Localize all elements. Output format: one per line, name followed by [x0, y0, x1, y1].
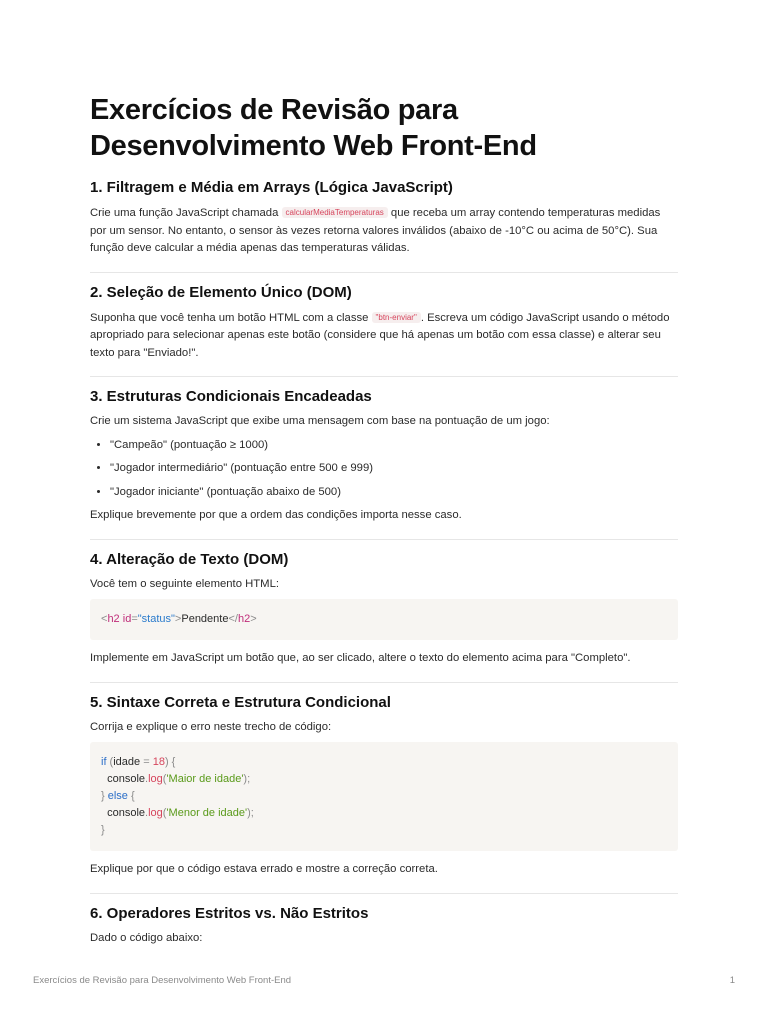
exercise-5-outro: Explique por que o código estava errado e mostre a correção correta.	[90, 863, 438, 875]
exercise-1-text-after: que receba um array contendo temperaturas medidas por um sensor. No entanto, o sensor às vezes retorna valores inválidos (abaixo de -10°C ou acima de 50°C). Sua função deve calcular a média apenas das temperaturas válidas.	[90, 207, 661, 254]
document-title: Exercícios de Revisão para Desenvolvimento Web Front-End	[90, 94, 537, 162]
exercise-2	[90, 283, 678, 378]
code-token: <	[101, 613, 108, 625]
footer-title: Exercícios de Revisão para Desenvolvimento Web Front-End	[33, 975, 292, 986]
code-token: =	[131, 613, 138, 625]
code-token: }	[101, 824, 105, 836]
score-list	[90, 437, 678, 502]
code-token: h2	[107, 613, 120, 625]
exercise-3-outro: Explique brevemente por que a ordem das condições importa nesse caso.	[90, 509, 462, 521]
document-page	[90, 92, 678, 971]
list-item: • "Campeão" (pontuação ≥ 1000)	[110, 437, 678, 455]
exercise-2-text-before: Suponha que você tenha um botão HTML com a classe	[90, 311, 372, 324]
code-token: .	[145, 807, 149, 819]
code-token: log	[148, 807, 163, 819]
exercise-6	[90, 904, 678, 962]
exercise-1	[90, 178, 678, 273]
code-token: log	[148, 773, 163, 785]
js-code-block	[90, 742, 678, 851]
exercise-2-text-after: . Escreva um código JavaScript usando o método apropriado para selecionar apenas este botão (considere que há apenas um botão com essa classe) e alterar seu texto para "Enviado!".	[90, 311, 670, 359]
exercise-1-text-before: Crie uma função JavaScript chamada	[90, 207, 282, 219]
exercise-1-heading: 1. Filtragem e Média em Arrays (Lógica JavaScript)	[90, 179, 453, 196]
code-token: 18	[152, 756, 165, 768]
code-token: h2	[237, 613, 251, 625]
html-code-block	[90, 599, 678, 640]
exercise-6-intro: Dado o código abaixo:	[90, 931, 203, 944]
code-token: {	[127, 790, 135, 802]
code-token: 'Maior de idade'	[166, 773, 244, 785]
exercise-4	[90, 550, 678, 683]
list-item: • "Jogador iniciante" (pontuação abaixo de 500)	[110, 484, 678, 502]
exercise-5-intro: Corrija e explique o erro neste trecho de código:	[90, 720, 332, 733]
exercise-5-heading: 5. Sintaxe Correta e Estrutura Condicional	[90, 693, 391, 711]
exercise-3-heading: 3. Estruturas Condicionais Encadeadas	[90, 388, 372, 405]
exercise-4-heading: 4. Alteração de Texto (DOM)	[90, 550, 289, 568]
code-token: >	[174, 613, 182, 625]
code-token: if	[101, 756, 107, 768]
code-token: console	[101, 773, 146, 785]
code-token: id	[122, 613, 132, 625]
code-token: );	[247, 807, 254, 819]
exercise-2-heading: 2. Seleção de Elemento Único (DOM)	[90, 283, 352, 301]
code-token: ) {	[164, 756, 176, 768]
code-token: (	[162, 807, 167, 819]
exercise-1-text	[90, 204, 678, 258]
code-token: );	[243, 773, 251, 785]
exercise-4-outro: Implemente em JavaScript um botão que, ao ser clicado, altere o texto do elemento acima para "Completo".	[90, 652, 631, 664]
code-token: Pendente	[181, 613, 229, 625]
exercise-6-heading: 6. Operadores Estritos vs. Não Estritos	[90, 904, 369, 922]
code-token: console	[101, 807, 146, 819]
class-name-code: "btn-enviar"	[372, 312, 421, 323]
page-number: 1	[729, 975, 735, 986]
code-token: >	[250, 613, 257, 625]
page-footer	[33, 975, 735, 986]
exercise-2-text	[90, 309, 678, 363]
list-item: • "Jogador intermediário" (pontuação entre 500 e 999)	[110, 460, 678, 478]
code-token: else	[107, 790, 128, 802]
code-token: idade	[113, 756, 141, 768]
function-name-code: calcularMediaTemperaturas	[282, 207, 388, 218]
code-token: (	[106, 756, 114, 768]
exercise-3-intro: Crie um sistema JavaScript que exibe uma mensagem com base na pontuação de um jogo:	[90, 415, 550, 427]
exercise-4-intro: Você tem o seguinte elemento HTML:	[90, 577, 280, 590]
code-token: </	[228, 613, 238, 625]
code-token: 'Menor de idade'	[166, 807, 248, 819]
code-token: "status"	[137, 613, 175, 625]
code-token: =	[140, 756, 153, 768]
code-token: }	[101, 790, 108, 802]
exercise-5	[90, 693, 678, 894]
code-token: (	[162, 773, 167, 785]
exercise-3	[90, 387, 678, 540]
code-token: .	[145, 773, 149, 785]
